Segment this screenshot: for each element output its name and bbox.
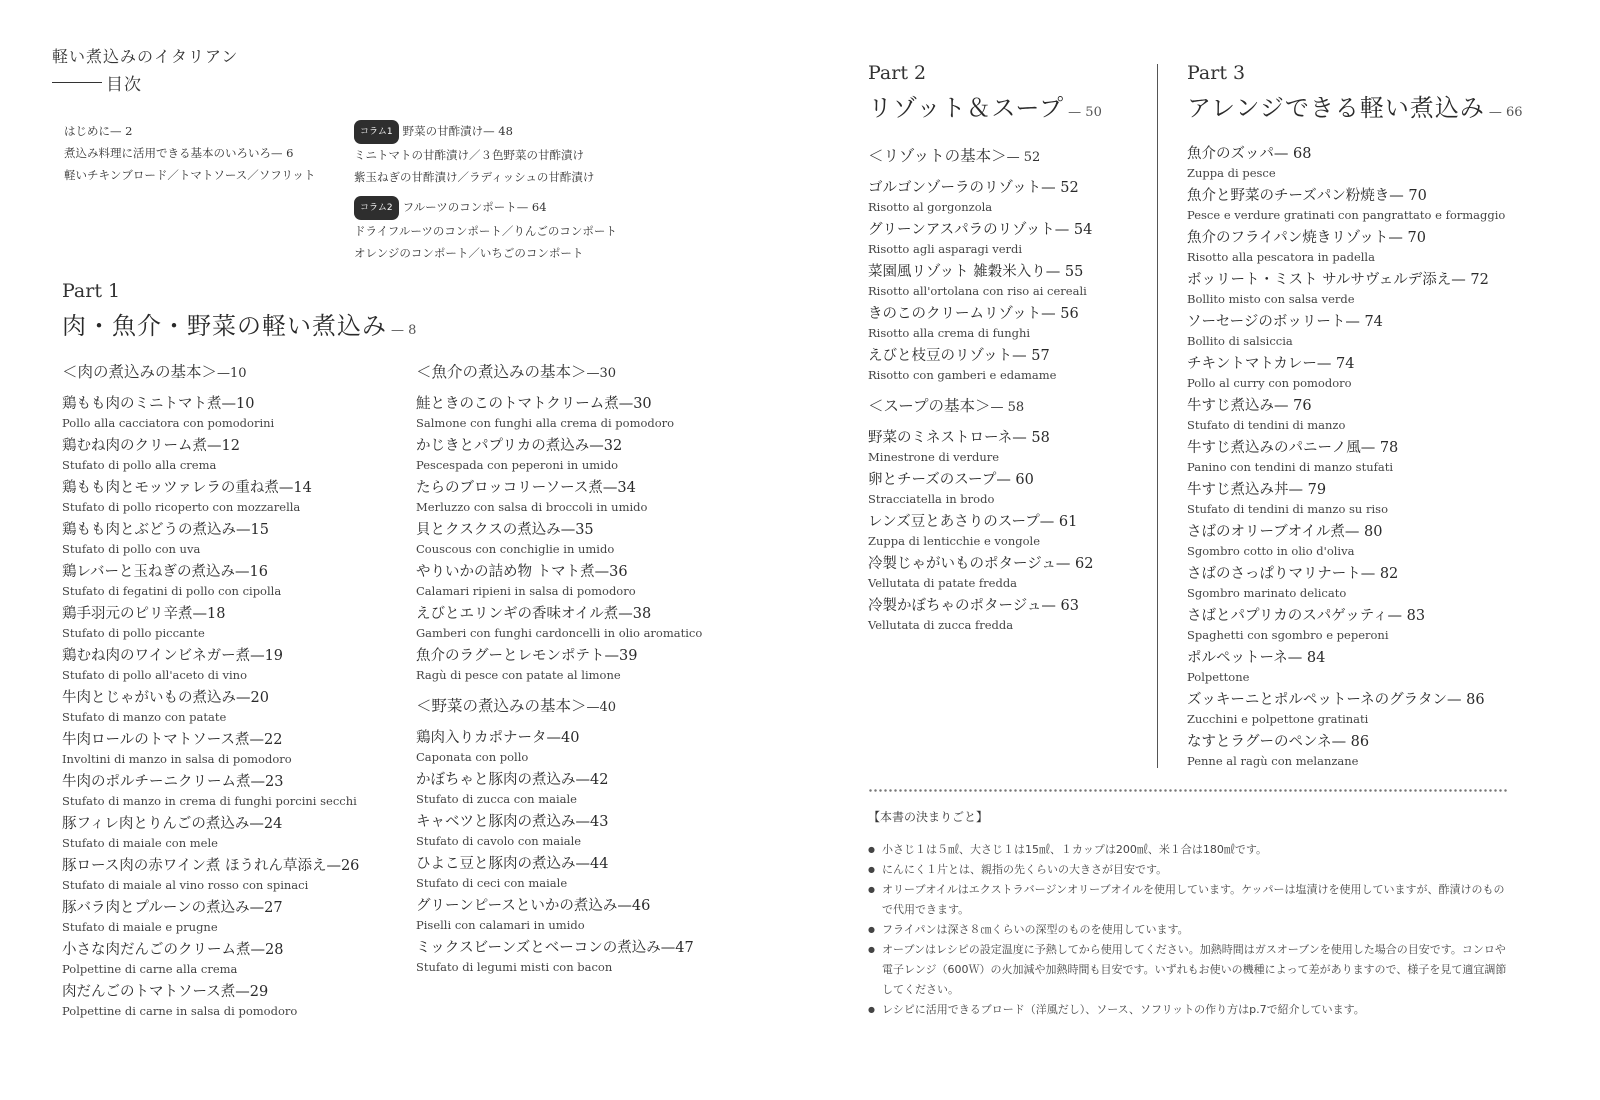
toc-entry[interactable] [1187,186,1505,228]
entry-title-it: Stufato di fegatini di pollo con cipolla [62,584,282,598]
intro-line: 煮込み料理に活用できる基本のいろいろ— 6 [64,146,294,160]
entry-title-it: Salmone con funghi alla crema di pomodoro [416,416,675,430]
part3-column [1187,144,1505,774]
toc-entry[interactable] [416,728,702,770]
section-title: ＜野菜の煮込みの基本＞ [416,697,587,715]
entry-title-it: Stufato di ceci con maiale [416,876,568,890]
toc-entry[interactable] [1187,564,1505,606]
toc-entry[interactable] [416,770,702,812]
toc-entry[interactable] [1187,732,1505,774]
entry-title-ja: 魚介のフライパン焼きリゾット— 70 [1187,230,1426,246]
entry-title-ja: さばのオリーブオイル煮— 80 [1187,524,1383,540]
section-title: ＜肉の煮込みの基本＞ [62,363,218,381]
entry-title-ja: 鶏手羽元のピリ辛煮—18 [62,606,226,622]
entry-title-ja: 鶏むね肉のワインビネガー煮—19 [62,648,284,664]
toc-entry[interactable] [62,730,359,772]
entry-title-it: Zuppa di lenticchie e vongole [868,534,1041,548]
entry-title-ja: 卵とチーズのスープ— 60 [868,472,1034,488]
section-page: —40 [586,700,617,715]
part2-title: リゾット＆スープ [868,94,1065,122]
intro-list [64,120,315,186]
entry-title-it: Risotto all'ortolana con riso ai cereali [868,284,1087,298]
entry-title-ja: 魚介のズッパ— 68 [1187,146,1312,162]
entry-title-ja: ひよこ豆と豚肉の煮込み—44 [416,856,609,872]
entry-title-ja: グリーンピースといかの煮込み—46 [416,898,651,914]
toc-entry[interactable] [1187,228,1505,270]
part1-page: — 8 [391,323,417,338]
entry-title-it: Bollito di salsiccia [1187,334,1293,348]
entry-title-it: Polpettone [1187,670,1250,684]
toc-entry[interactable] [416,520,702,562]
entry-title-ja: えびとエリンギの香味オイル煮—38 [416,606,652,622]
column-line: オレンジのコンポート／いちごのコンポート [354,246,584,260]
section-title: ＜リゾットの基本＞ [868,147,1007,165]
rule-item: ● オリーブオイルはエクストラバージンオリーブオイルを使用しています。ケッパーは塩漬けを使用していますが、酢漬けのもので代用できます。 [868,880,1508,920]
entry-title-it: Stufato di manzo con patate [62,710,227,724]
toc-entry[interactable] [868,346,1093,388]
entry-title-it: Pollo alla cacciatora con pomodorini [62,416,275,430]
toc-entry[interactable] [1187,438,1505,480]
entry-title-it: Risotto alla pescatora in padella [1187,250,1375,264]
column-title-text: 野菜の甘酢漬け— 48 [402,124,513,138]
toc-entry[interactable] [416,562,702,604]
part3-heading [1187,88,1523,123]
toc-entry[interactable] [62,604,359,646]
entry-title-it: Gamberi con funghi cardoncelli in olio aromatico [416,626,703,640]
entry-title-it: Ragù di pesce con patate al limone [416,668,621,682]
entry-title-it: Stufato di manzo in crema di funghi porcini secchi [62,794,357,808]
entry-title-ja: 豚バラ肉とプルーンの煮込み—27 [62,900,283,916]
toc-entry[interactable] [62,562,359,604]
entry-title-ja: 牛肉とじゃがいもの煮込み—20 [62,690,269,706]
toc-entry[interactable] [62,520,359,562]
entry-title-it: Couscous con conchiglie in umido [416,542,615,556]
entry-title-ja: 鶏レバーと玉ねぎの煮込み—16 [62,564,268,580]
toc-entry[interactable] [1187,396,1505,438]
entry-title-it: Calamari ripieni in salsa di pomodoro [416,584,636,598]
entry-title-ja: やりいかの詰め物 トマト煮—36 [416,564,628,580]
entry-title-ja: ミックスビーンズとベーコンの煮込み—47 [416,940,694,956]
section-title: ＜スープの基本＞ [868,397,991,415]
toc-entry[interactable] [1187,690,1505,732]
toc-entry[interactable] [416,938,702,980]
column-title [354,120,594,144]
section-page: — 52 [1006,150,1041,165]
entry-title-ja: 冷製かぼちゃのポタージュ— 63 [868,598,1079,614]
toc-entry[interactable] [868,554,1093,596]
entry-title-ja: 鶏肉入りカポナータ—40 [416,730,580,746]
toc-entry[interactable] [416,394,702,436]
entry-title-it: Stufato di maiale al vino rosso con spinaci [62,878,309,892]
entry-title-ja: 豚ロース肉の赤ワイン煮 ほうれん草添え—26 [62,858,360,874]
toc-entry[interactable] [416,812,702,854]
entry-title-ja: ズッキーニとポルペットーネのグラタン— 86 [1187,692,1485,708]
entry-title-it: Minestrone di verdure [868,450,1000,464]
toc-entry[interactable] [416,646,702,688]
entry-title-ja: 豚フィレ肉とりんごの煮込み—24 [62,816,283,832]
toc-heading [52,70,142,95]
toc-entry[interactable] [1187,480,1505,522]
entry-title-ja: 野菜のミネストローネ— 58 [868,430,1050,446]
entry-title-ja: 牛すじ煮込みのパニーノ風— 78 [1187,440,1399,456]
rule-item: ● 小さじ１は５㎖、大さじ１は15㎖、１カップは200㎖、米１合は180㎖です。 [868,840,1508,860]
entry-title-it: Stufato di pollo all'aceto di vino [62,668,248,682]
entry-title-it: Zuppa di pesce [1187,166,1276,180]
toc-entry[interactable] [62,478,359,520]
toc-entry[interactable] [416,854,702,896]
rule-item: ● にんにく１片とは、親指の先くらいの大きさが目安です。 [868,860,1508,880]
rule-item: ● オーブンはレシピの設定温度に予熱してから使用してください。加熱時間はガスオーブンを使用した場合の目安です。コンロや電子レンジ（600Ｗ）の火加減や加熱時間も目安です。いずれもお使いの機種によって差がありますので、様子を見て適宜調節してください。 [868,940,1508,1000]
entry-title-ja: えびと枝豆のリゾット— 57 [868,348,1050,364]
toc-entry[interactable] [1187,270,1505,312]
toc-entry[interactable] [868,220,1093,262]
entry-title-ja: ポルペットーネ— 84 [1187,650,1326,666]
rules-title: 【本書の決まりごと】 [868,810,989,824]
toc-entry[interactable] [868,470,1093,512]
entry-title-it: Caponata con pollo [416,750,529,764]
toc-entry[interactable] [62,394,359,436]
entry-title-it: Stufato di zucca con maiale [416,792,577,806]
column-badge: コラム2 [354,196,399,220]
entry-title-ja: 牛すじ煮込み丼— 79 [1187,482,1327,498]
intro-line: 軽いチキンブロード／トマトソース／ソフリット [64,168,316,182]
part1-title: 肉・魚介・野菜の軽い煮込み [62,312,387,340]
entry-title-ja: チキントマトカレー— 74 [1187,356,1355,372]
toc-entry[interactable] [868,304,1093,346]
entry-title-it: Penne al ragù con melanzane [1187,754,1359,768]
entry-title-ja: 牛肉のポルチーニクリーム煮—23 [62,774,284,790]
toc-entry[interactable] [868,596,1093,638]
entry-title-it: Vellutata di patate fredda [868,576,1018,590]
rules-list [868,840,1508,1020]
entry-title-ja: さばとパプリカのスパゲッティ— 83 [1187,608,1426,624]
entry-title-it: Piselli con calamari in umido [416,918,585,932]
part1-fish-veg-column [416,360,702,980]
intro-line: はじめに— 2 [64,124,133,138]
entry-title-it: Polpettine di carne alla crema [62,962,238,976]
veg-section-heading [416,694,702,728]
part2-label: Part 2 [868,62,927,84]
entry-title-ja: 牛肉ロールのトマトソース煮—22 [62,732,283,748]
entry-title-ja: ボッリート・ミスト サルサヴェルデ添え— 72 [1187,272,1489,288]
section-page: — 58 [990,400,1025,415]
section-title: ＜魚介の煮込みの基本＞ [416,363,587,381]
risotto-section-heading [868,144,1093,178]
part1-meat-column [62,360,359,1024]
part3-title: アレンジできる軽い煮込み [1187,94,1485,122]
entry-title-ja: キャベツと豚肉の煮込み—43 [416,814,609,830]
entry-title-ja: 冷製じゃがいものポタージュ— 62 [868,556,1094,572]
toc-entry[interactable] [1187,354,1505,396]
column-badge: コラム1 [354,120,399,144]
entry-title-it: Stufato di cavolo con maiale [416,834,582,848]
entry-title-it: Pollo al curry con pomodoro [1187,376,1352,390]
entry-title-ja: 菜園風リゾット 雑穀米入り— 55 [868,264,1084,280]
entry-title-it: Polpettine di carne in salsa di pomodoro [62,1004,298,1018]
part1-heading [62,306,416,341]
entry-title-ja: なすとラグーのペンネ— 86 [1187,734,1370,750]
entry-title-ja: かぼちゃと豚肉の煮込み—42 [416,772,609,788]
entry-title-it: Risotto alla crema di funghi [868,326,1031,340]
entry-title-ja: かじきとパプリカの煮込み—32 [416,438,623,454]
toc-entry[interactable] [62,940,359,982]
part2-heading [868,88,1102,123]
entry-title-ja: 鶏もも肉とモッツァレラの重ね煮—14 [62,480,312,496]
entry-title-it: Pescespada con peperoni in umido [416,458,619,472]
section-page: —10 [217,366,247,381]
entry-title-ja: さばのさっぱりマリナート— 82 [1187,566,1399,582]
entry-title-it: Panino con tendini di manzo stufati [1187,460,1394,474]
entry-title-ja: きのこのクリームリゾット— 56 [868,306,1079,322]
toc-entry[interactable] [868,512,1093,554]
entry-title-it: Sgombro marinato delicato [1187,586,1347,600]
toc-entry[interactable] [62,982,359,1024]
meat-section-heading [62,360,359,394]
entry-title-ja: 鶏もも肉とぶどうの煮込み—15 [62,522,269,538]
entry-title-it: Vellutata di zucca fredda [868,618,1014,632]
part2-page: — 50 [1068,105,1102,120]
entry-title-it: Stufato di maiale e prugne [62,920,218,934]
entry-title-it: Risotto agli asparagi verdi [868,242,1023,256]
part3-page: — 66 [1488,105,1523,120]
entry-title-ja: レンズ豆とあさりのスープ— 61 [868,514,1078,530]
entry-title-it: Sgombro cotto in olio d'oliva [1187,544,1355,558]
toc-entry[interactable] [1187,312,1505,354]
rule-item: ● フライパンは深さ８㎝くらいの深型のものを使用しています。 [868,920,1508,940]
toc-entry[interactable] [62,436,359,478]
entry-title-it: Merluzzo con salsa di broccoli in umido [416,500,648,514]
entry-title-ja: ソーセージのボッリート— 74 [1187,314,1383,330]
soup-section-heading [868,394,1093,428]
entry-title-it: Stufato di pollo ricoperto con mozzarella [62,500,301,514]
entry-title-it: Stufato di pollo piccante [62,626,205,640]
toc-entry[interactable] [416,478,702,520]
entry-title-ja: 魚介と野菜のチーズパン粉焼き— 70 [1187,188,1427,204]
rule-item: ● レシピに活用できるブロード（洋風だし）、ソース、ソフリットの作り方はp.7で紹介しています。 [868,1000,1508,1020]
column-divider [1157,64,1158,768]
column-1 [354,120,594,188]
decorative-star-border [868,788,1508,798]
fish-section-heading [416,360,702,394]
entry-title-it: Pesce e verdure gratinati con pangrattato e formaggio [1187,208,1506,222]
toc-entry[interactable] [62,646,359,688]
entry-title-it: Risotto con gamberi e edamame [868,368,1057,382]
entry-title-it: Stufato di legumi misti con bacon [416,960,613,974]
entry-title-it: Risotto al gorgonzola [868,200,993,214]
entry-title-ja: 鶏もも肉のミニトマト煮—10 [62,396,255,412]
toc-entry[interactable] [868,178,1093,220]
toc-entry[interactable] [1187,606,1505,648]
entry-title-ja: 小さな肉だんごのクリーム煮—28 [62,942,284,958]
entry-title-it: Stufato di pollo con uva [62,542,201,556]
entry-title-ja: たらのブロッコリーソース煮—34 [416,480,636,496]
entry-title-ja: 鮭ときのこのトマトクリーム煮—30 [416,396,652,412]
entry-title-ja: 貝とクスクスの煮込み—35 [416,522,594,538]
toc-entry[interactable] [416,604,702,646]
toc-entry[interactable] [1187,522,1505,564]
entry-title-it: Stracciatella in brodo [868,492,995,506]
entry-title-ja: 肉だんごのトマトソース煮—29 [62,984,269,1000]
entry-title-it: Stufato di pollo alla crema [62,458,217,472]
column-line: 紫玉ねぎの甘酢漬け／ラディッシュの甘酢漬け [354,170,595,184]
entry-title-ja: 牛すじ煮込み— 76 [1187,398,1312,414]
column-title-text: フルーツのコンポート— 64 [402,200,547,214]
toc-label: 目次 [106,75,142,95]
entry-title-it: Bollito misto con salsa verde [1187,292,1355,306]
toc-entry[interactable] [868,262,1093,304]
entry-title-it: Involtini di manzo in salsa di pomodoro [62,752,292,766]
toc-entry[interactable] [62,856,359,898]
toc-entry[interactable] [62,814,359,856]
column-2 [354,196,617,264]
entry-title-ja: 魚介のラグーとレモンポテト—39 [416,648,638,664]
column-title [354,196,617,220]
toc-entry[interactable] [416,436,702,478]
part1-label: Part 1 [62,280,121,302]
entry-title-it: Zucchini e polpettone gratinati [1187,712,1369,726]
toc-entry[interactable] [416,896,702,938]
entry-title-it: Spaghetti con sgombro e peperoni [1187,628,1389,642]
part3-label: Part 3 [1187,62,1246,84]
entry-title-ja: ゴルゴンゾーラのリゾット— 52 [868,180,1079,196]
toc-dash-rule [52,82,102,83]
entry-title-ja: グリーンアスパラのリゾット— 54 [868,222,1093,238]
column-line: ミニトマトの甘酢漬け／３色野菜の甘酢漬け [354,148,584,162]
toc-entry[interactable] [62,898,359,940]
entry-title-it: Stufato di tendini di manzo [1187,418,1346,432]
entry-title-it: Stufato di tendini di manzo su riso [1187,502,1388,516]
toc-entry[interactable] [868,428,1093,470]
column-line: ドライフルーツのコンポート／りんごのコンポート [354,224,617,238]
part2-column [868,144,1093,638]
entry-title-ja: 鶏むね肉のクリーム煮—12 [62,438,240,454]
toc-entry[interactable] [1187,648,1505,690]
toc-entry[interactable] [62,772,359,814]
entry-title-it: Stufato di maiale con mele [62,836,218,850]
book-title: 軽い煮込みのイタリアン [52,47,239,66]
section-page: —30 [586,366,617,381]
toc-entry[interactable] [62,688,359,730]
toc-entry[interactable] [1187,144,1505,186]
